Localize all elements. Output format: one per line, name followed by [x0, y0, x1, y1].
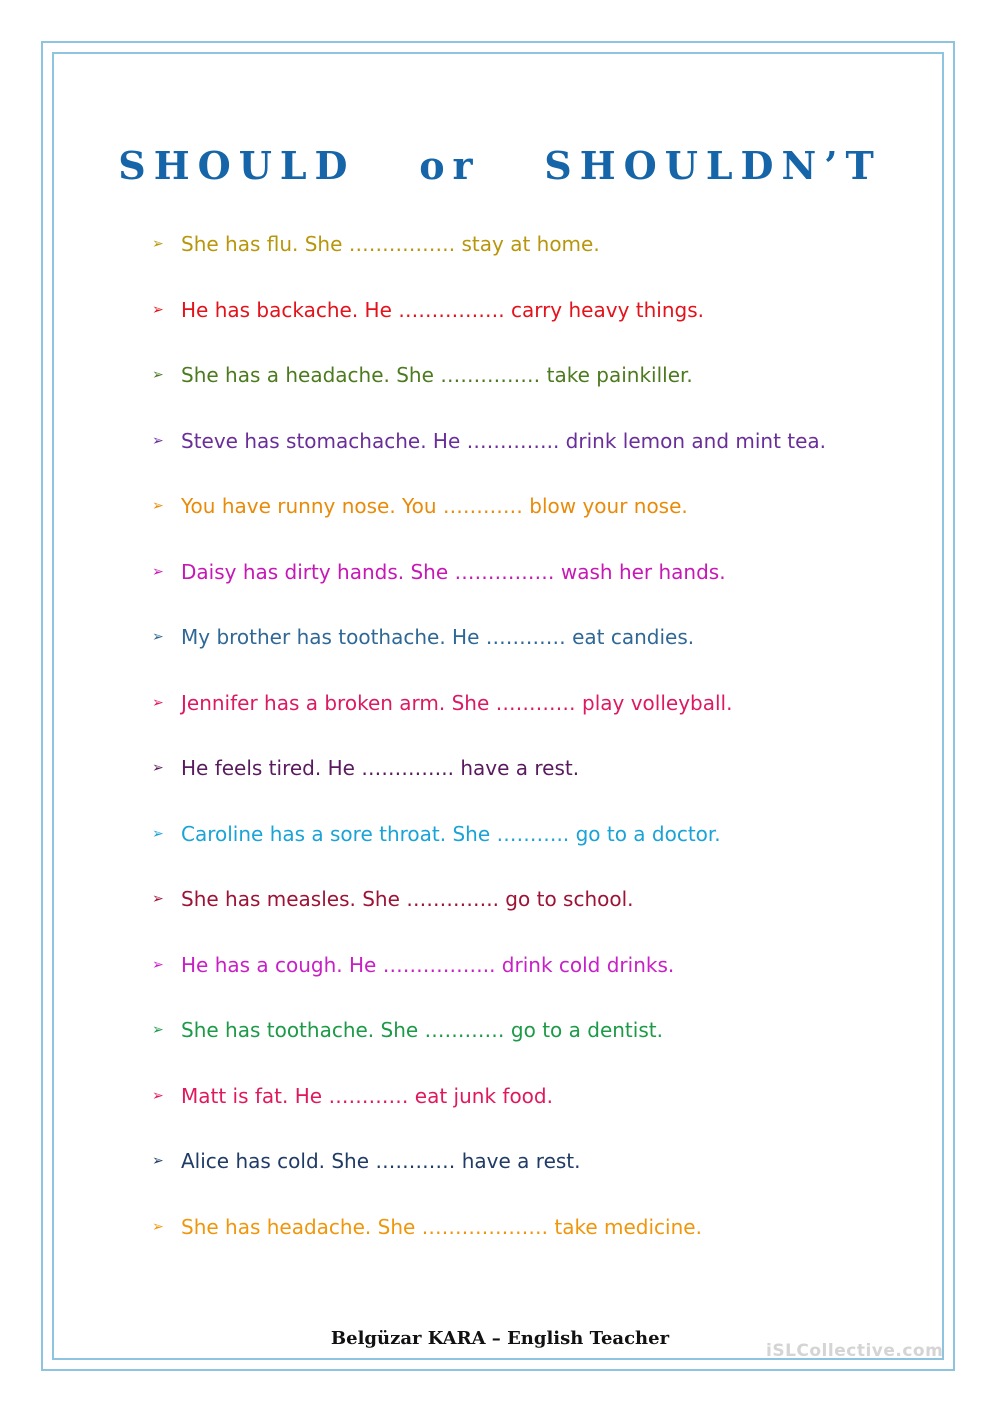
exercise-item	[152, 423, 912, 489]
arrowhead-bullet-icon: ➢	[152, 956, 164, 973]
exercise-item	[152, 357, 912, 423]
arrowhead-bullet-icon: ➢	[152, 891, 164, 907]
arrowhead-bullet-icon: ➢	[152, 1153, 164, 1169]
exercise-item	[152, 947, 912, 1013]
exercise-item	[152, 685, 912, 751]
arrowhead-bullet-icon: ➢	[152, 825, 164, 842]
exercise-sentence: She has a headache. She …………… take painkiller.	[181, 363, 693, 387]
exercise-item	[152, 292, 912, 358]
arrowhead-bullet-icon: ➢	[152, 1087, 164, 1104]
exercise-sentence: Caroline has a sore throat. She ……….. go to a doctor.	[181, 821, 721, 846]
arrowhead-bullet-icon: ➢	[152, 1218, 164, 1235]
exercise-item	[152, 1143, 912, 1209]
exercise-sentence: She has toothache. She ………… go to a dentist.	[181, 1018, 663, 1042]
exercise-sentence: Matt is fat. He ………… eat junk food.	[181, 1083, 553, 1108]
exercise-sentence: Steve has stomachache. He ………….. drink lemon and mint tea.	[181, 428, 827, 453]
exercise-item	[152, 226, 912, 292]
exercise-item	[152, 816, 912, 882]
exercise-sentence: Alice has cold. She ………… have a rest.	[181, 1149, 581, 1173]
exercise-item	[152, 1012, 912, 1078]
arrowhead-bullet-icon: ➢	[152, 694, 164, 711]
exercise-sentence: He feels tired. He ………….. have a rest.	[181, 756, 580, 780]
exercise-item	[152, 1078, 912, 1144]
arrowhead-bullet-icon: ➢	[152, 432, 164, 449]
exercise-item	[152, 881, 912, 947]
arrowhead-bullet-icon: ➢	[152, 301, 164, 318]
exercise-item	[152, 1209, 912, 1275]
exercise-sentence: She has flu. She ……………. stay at home.	[181, 232, 600, 256]
exercise-sentence: He has a cough. He …………….. drink cold drinks.	[181, 952, 675, 977]
arrowhead-bullet-icon: ➢	[152, 367, 164, 383]
exercise-sentence: She has headache. She ………………. take medicine.	[181, 1214, 702, 1239]
author-footer: Belgüzar KARA – English Teacher	[330, 1328, 670, 1349]
arrowhead-bullet-icon: ➢	[152, 1022, 164, 1038]
exercise-sentence: You have runny nose. You ………… blow your nose.	[181, 494, 688, 518]
exercise-sentence: Daisy has dirty hands. She …………… wash her hands.	[181, 559, 726, 584]
worksheet-title: SHOULD or SHOULDN’T	[118, 143, 882, 189]
exercise-item	[152, 619, 912, 685]
exercise-item	[152, 488, 912, 554]
arrowhead-bullet-icon: ➢	[152, 498, 164, 514]
exercise-sentence: She has measles. She ………….. go to school.	[181, 887, 634, 911]
arrowhead-bullet-icon: ➢	[152, 629, 164, 645]
exercise-item	[152, 750, 912, 816]
arrowhead-bullet-icon: ➢	[152, 236, 164, 252]
arrowhead-bullet-icon: ➢	[152, 760, 164, 776]
exercise-sentence: He has backache. He ……………. carry heavy things.	[181, 297, 704, 322]
exercise-item	[152, 554, 912, 620]
arrowhead-bullet-icon: ➢	[152, 563, 164, 580]
exercise-sentence: My brother has toothache. He ………… eat candies.	[181, 625, 695, 649]
exercise-sentence: Jennifer has a broken arm. She ………… play volleyball.	[181, 690, 733, 715]
exercise-list	[152, 226, 912, 1274]
watermark-text: iSLCollective.com	[766, 1341, 944, 1361]
